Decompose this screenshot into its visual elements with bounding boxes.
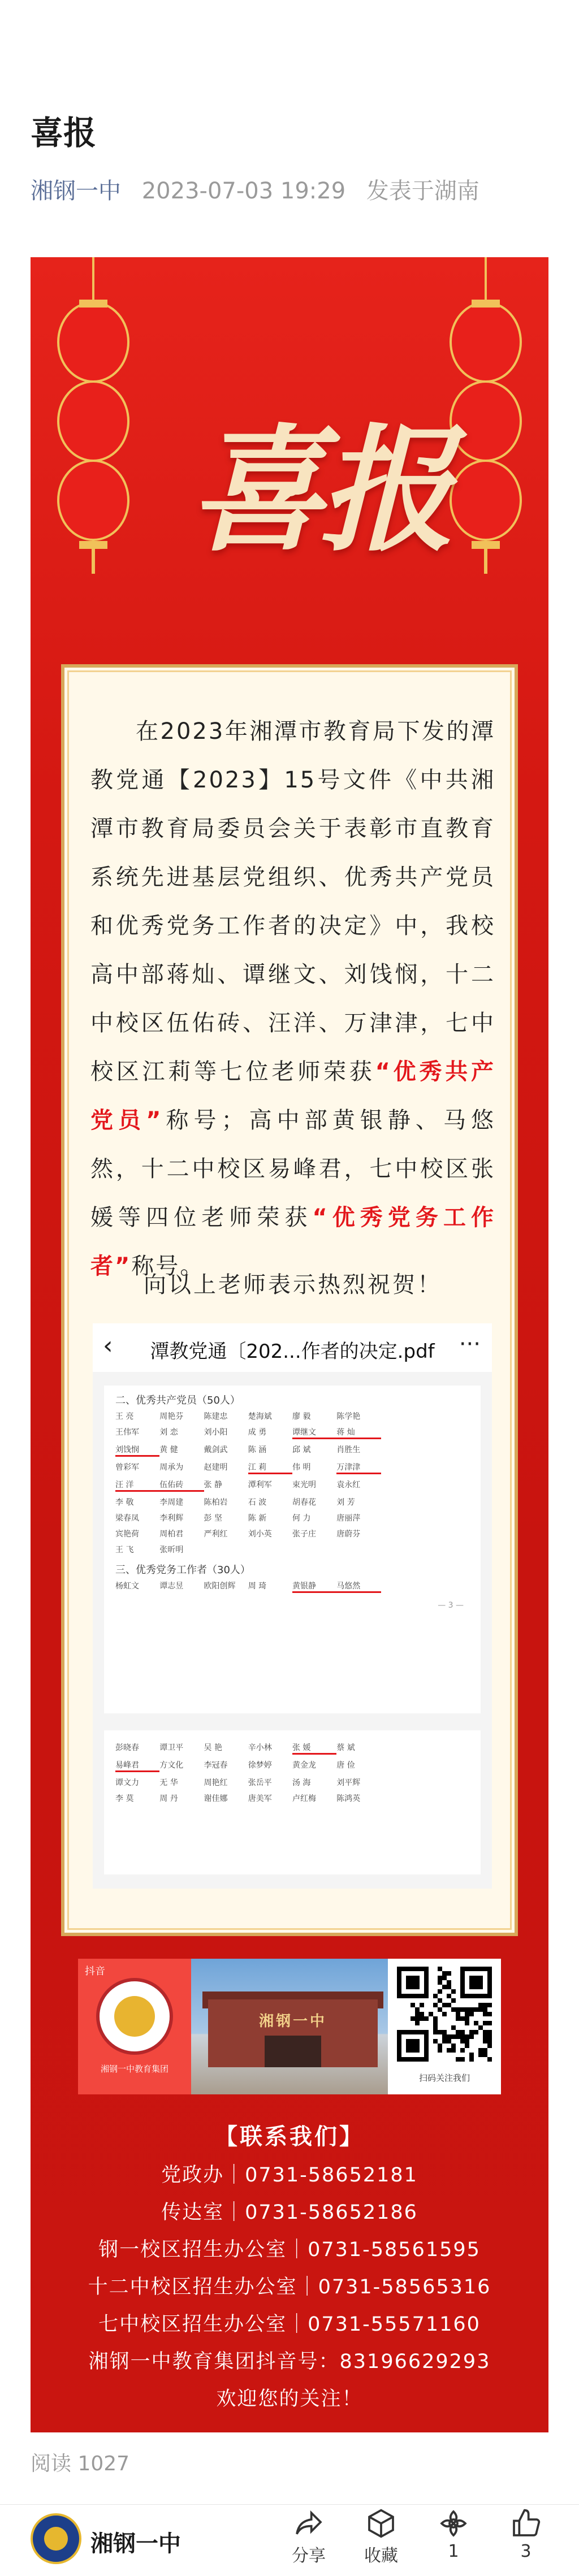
collect-button[interactable]: 收藏 — [353, 2508, 409, 2566]
pdf-name: 刘 恋 — [159, 1428, 178, 1437]
contact-line: 十二中校区招生办公室｜0731-58565316 — [88, 2276, 491, 2298]
gate-name: 湘钢一中 — [258, 2013, 327, 2030]
pdf-name: 唐美军 — [248, 1794, 272, 1803]
account-name[interactable]: 湘钢一中 — [90, 2531, 181, 2557]
pdf-name: 马悠然 — [336, 1580, 381, 1593]
pdf-name — [381, 1777, 425, 1788]
contact-line: 欢迎您的关注！ — [216, 2388, 363, 2410]
pdf-name: 曾彩军 — [115, 1463, 139, 1472]
pdf-name: 李冠春 — [204, 1761, 228, 1770]
like-icon — [438, 2508, 469, 2539]
pdf-name: 无 华 — [159, 1778, 178, 1787]
pdf-name: 张 媛 — [292, 1742, 336, 1755]
pdf-name: 周 琦 — [248, 1582, 267, 1591]
qr-label: 扫码关注我们 — [418, 2073, 470, 2083]
thumbs-up-button[interactable]: 3 — [498, 2508, 554, 2561]
poster-headline: 喜报 — [189, 410, 450, 570]
read-count: 阅读 1027 — [31, 2452, 130, 2475]
school-banner — [78, 1959, 501, 2094]
pdf-name: 李 莫 — [115, 1794, 134, 1803]
pdf-name: 王 亮 — [115, 1412, 134, 1421]
pdf-name: 李 敬 — [115, 1498, 134, 1507]
platform-tag: 抖音 — [85, 1965, 105, 1977]
pdf-name: 谭志昱 — [159, 1582, 184, 1591]
pdf-name — [425, 1496, 469, 1508]
pdf-name — [425, 1479, 469, 1492]
pdf-name — [425, 1544, 469, 1555]
pdf-name: 万津津 — [336, 1461, 381, 1474]
banner-school-name: 湘钢一中教育集团 — [100, 2064, 168, 2074]
pdf-name: 谭文力 — [115, 1778, 139, 1787]
article-title: 喜报 — [31, 114, 97, 152]
pdf-name: 彭 坚 — [204, 1514, 222, 1523]
contact-line: 党政办｜0731-58652181 — [161, 2164, 418, 2187]
pdf-name: 谭继文 — [292, 1426, 336, 1439]
pdf-name: 张子庄 — [292, 1530, 316, 1539]
pdf-name: 伍佑砖 — [159, 1479, 204, 1492]
pdf-name: 唐丽萍 — [336, 1514, 361, 1523]
pdf-name — [336, 1544, 381, 1555]
pdf-name: 石 波 — [248, 1498, 267, 1507]
pdf-name — [425, 1528, 469, 1539]
pdf-name: 陈鸿英 — [336, 1794, 361, 1803]
pdf-name — [381, 1461, 425, 1474]
back-icon: ‹ — [103, 1331, 113, 1360]
footer-divider — [0, 2504, 579, 2505]
pdf-name — [381, 1528, 425, 1539]
pdf-name: 周柏君 — [159, 1530, 184, 1539]
pdf-name: 李利辉 — [159, 1514, 184, 1523]
pdf-name: 张 静 — [204, 1480, 222, 1490]
pdf-name: 辛小林 — [248, 1743, 272, 1752]
announcement-text: 在2023年湘潭市教育局下发的潭教党通【2023】15号文件《中共湘潭市教育局委员会关于表彰市直教育系统先进基层党组织、优秀共产党员和优秀党务工作者的决定》中，我校高中部蒋灿、谭继文、刘饯悯，十二中校区伍佑砖、汪洋、万津津，七中校区江莉等七位老师荣获“优秀共产党员”称号；高中部黄银静、马悠然，十二中校区易峰君，七中校区张媛等四位老师荣获“优秀党务工作者”称号。 — [90, 718, 496, 1279]
pdf-section-heading: 三、优秀党务工作者（30人） — [115, 1564, 250, 1576]
pdf-name — [425, 1512, 469, 1523]
article-meta — [31, 173, 479, 205]
pdf-name: 王伟军 — [115, 1428, 139, 1437]
pdf-name: 严利红 — [204, 1530, 228, 1539]
contact-line: 传达室｜0731-58652186 — [161, 2201, 418, 2224]
pdf-name: 陈 涵 — [248, 1445, 267, 1454]
share-icon — [293, 2508, 325, 2539]
pdf-name-grid — [104, 1410, 481, 1555]
pdf-name: 黄金龙 — [292, 1761, 316, 1770]
pdf-name — [381, 1759, 425, 1772]
pdf-name — [425, 1461, 469, 1474]
pdf-name: 江 莉 — [248, 1461, 292, 1474]
pdf-name: 束光明 — [292, 1480, 316, 1490]
lantern-left-icon — [51, 257, 136, 574]
pdf-name — [381, 1580, 425, 1593]
pdf-name: 蔡 斌 — [336, 1743, 355, 1752]
pdf-name: 王 飞 — [115, 1545, 134, 1555]
pdf-name: 陈学艳 — [336, 1412, 361, 1421]
pdf-name: 刘饯悯 — [115, 1444, 159, 1457]
pdf-name — [381, 1512, 425, 1523]
pdf-name: 周艳红 — [204, 1778, 228, 1787]
announcement-card — [61, 664, 518, 1936]
contact-line: 钢一校区招生办公室｜0731-58561595 — [98, 2239, 481, 2261]
qr-panel — [388, 1959, 501, 2094]
pdf-name — [292, 1544, 336, 1555]
lantern-right-icon — [443, 257, 528, 574]
pdf-page-number: — 3 — — [438, 1601, 464, 1610]
pdf-name: 谭卫平 — [159, 1743, 184, 1752]
pdf-name: 周 丹 — [159, 1794, 178, 1803]
award-highlight-1: “优秀共产党员” — [90, 1059, 496, 1133]
author-link[interactable]: 湘钢一中 — [31, 178, 121, 204]
contact-line: 湘钢一中教育集团抖音号：83196629293 — [88, 2350, 491, 2373]
publish-date: 2023-07-03 19:29 — [141, 178, 346, 204]
pdf-name: 廖 毅 — [292, 1412, 311, 1421]
like-button[interactable]: 1 — [425, 2508, 482, 2561]
banner-logo-panel — [78, 1959, 191, 2094]
pdf-name — [381, 1426, 425, 1439]
pdf-name — [381, 1410, 425, 1422]
pdf-name-grid — [104, 1580, 481, 1593]
award-highlight-2: “优秀党务工作者” — [90, 1205, 495, 1279]
pdf-name: 黄 健 — [159, 1445, 178, 1454]
pdf-name: 蒋 灿 — [336, 1426, 381, 1439]
pdf-name — [425, 1759, 469, 1772]
pdf-name — [381, 1496, 425, 1508]
pdf-name — [381, 1444, 425, 1457]
contact-section — [31, 2117, 548, 2418]
pdf-name: 徐梦婷 — [248, 1761, 272, 1770]
pdf-name — [381, 1793, 425, 1804]
pdf-page-1 — [104, 1386, 481, 1713]
pdf-name: 伟 明 — [292, 1463, 311, 1472]
pdf-name: 潭利军 — [248, 1480, 272, 1490]
contact-line: 七中校区招生办公室｜0731-55571160 — [98, 2313, 481, 2336]
pdf-name: 戴剑武 — [204, 1445, 228, 1454]
collect-icon — [365, 2508, 397, 2539]
pdf-name: 陈建忠 — [204, 1412, 228, 1421]
pdf-name: 周承为 — [159, 1463, 184, 1472]
pdf-name — [381, 1479, 425, 1492]
thumbs-up-icon — [510, 2508, 542, 2539]
pdf-screenshot — [93, 1323, 492, 1889]
pdf-name — [425, 1410, 469, 1422]
pdf-name: 成 勇 — [248, 1428, 267, 1437]
pdf-name: 张昕明 — [159, 1545, 184, 1555]
pdf-page-2 — [104, 1730, 481, 1874]
pdf-name: 刘小阳 — [204, 1428, 228, 1437]
pdf-name: 胡春花 — [292, 1498, 316, 1507]
pdf-name-grid — [104, 1730, 481, 1804]
pdf-name: 杨虹文 — [115, 1582, 139, 1591]
share-button[interactable]: 分享 — [280, 2508, 337, 2566]
pdf-name: 宾艳荷 — [115, 1530, 139, 1539]
pdf-name: 邱 斌 — [292, 1445, 311, 1454]
contact-title: 【联系我们】 — [215, 2124, 364, 2150]
pdf-name — [248, 1544, 292, 1555]
pdf-name — [425, 1580, 469, 1593]
pdf-name: 刘 芳 — [336, 1498, 355, 1507]
pdf-name: 唐蔚芬 — [336, 1530, 361, 1539]
pdf-name: 欧阳创辉 — [204, 1582, 236, 1591]
pdf-name: 李周建 — [159, 1498, 184, 1507]
pdf-name: 赵建明 — [204, 1463, 228, 1472]
congrats-line: 向以上老师表示热烈祝贺！ — [144, 1272, 442, 1298]
pdf-toolbar — [93, 1323, 492, 1372]
pdf-name: 袁永红 — [336, 1480, 361, 1490]
pdf-title: 潭教党通〔202...作者的决定.pdf — [150, 1340, 435, 1363]
pdf-section-heading: 二、优秀共产党员（50人） — [115, 1395, 240, 1406]
pdf-name — [425, 1742, 469, 1755]
pdf-name: 周艳芬 — [159, 1412, 184, 1421]
pdf-name: 方文化 — [159, 1761, 184, 1770]
pdf-name: 谢佳娜 — [204, 1794, 228, 1803]
publish-location: 发表于湖南 — [366, 178, 479, 204]
pdf-name — [425, 1444, 469, 1457]
pdf-name: 唐 俭 — [336, 1761, 355, 1770]
pdf-name: 陈柏岩 — [204, 1498, 228, 1507]
pdf-name — [425, 1793, 469, 1804]
pdf-name: 梁春凤 — [115, 1514, 139, 1523]
pdf-name: 刘小英 — [248, 1530, 272, 1539]
pdf-name: 汪 洋 — [115, 1479, 159, 1492]
pdf-name: 楚海斌 — [248, 1412, 272, 1421]
pdf-name: 张岳平 — [248, 1778, 272, 1787]
pdf-name: 黄银静 — [292, 1580, 336, 1593]
pdf-name: 肖胜生 — [336, 1445, 361, 1454]
pdf-name: 卢红梅 — [292, 1794, 316, 1803]
pdf-name: 刘平辉 — [336, 1778, 361, 1787]
gate-entrance — [265, 2036, 321, 2067]
pdf-name: 易峰君 — [115, 1759, 159, 1772]
qr-code-icon — [397, 1967, 492, 2062]
pdf-name — [425, 1777, 469, 1788]
pdf-name — [425, 1426, 469, 1439]
pdf-name: 吴 艳 — [204, 1743, 222, 1752]
pdf-name: 彭晓春 — [115, 1743, 139, 1752]
school-logo-icon — [96, 1978, 173, 2055]
pdf-name — [381, 1742, 425, 1755]
more-icon: ··· — [459, 1331, 481, 1357]
pdf-name: 何 力 — [292, 1514, 311, 1523]
pdf-name — [204, 1544, 248, 1555]
account-avatar[interactable] — [31, 2513, 81, 2564]
pdf-name: 陈 新 — [248, 1514, 267, 1523]
poster-image — [31, 257, 548, 2432]
pdf-name — [381, 1544, 425, 1555]
pdf-name: 汤 海 — [292, 1778, 311, 1787]
